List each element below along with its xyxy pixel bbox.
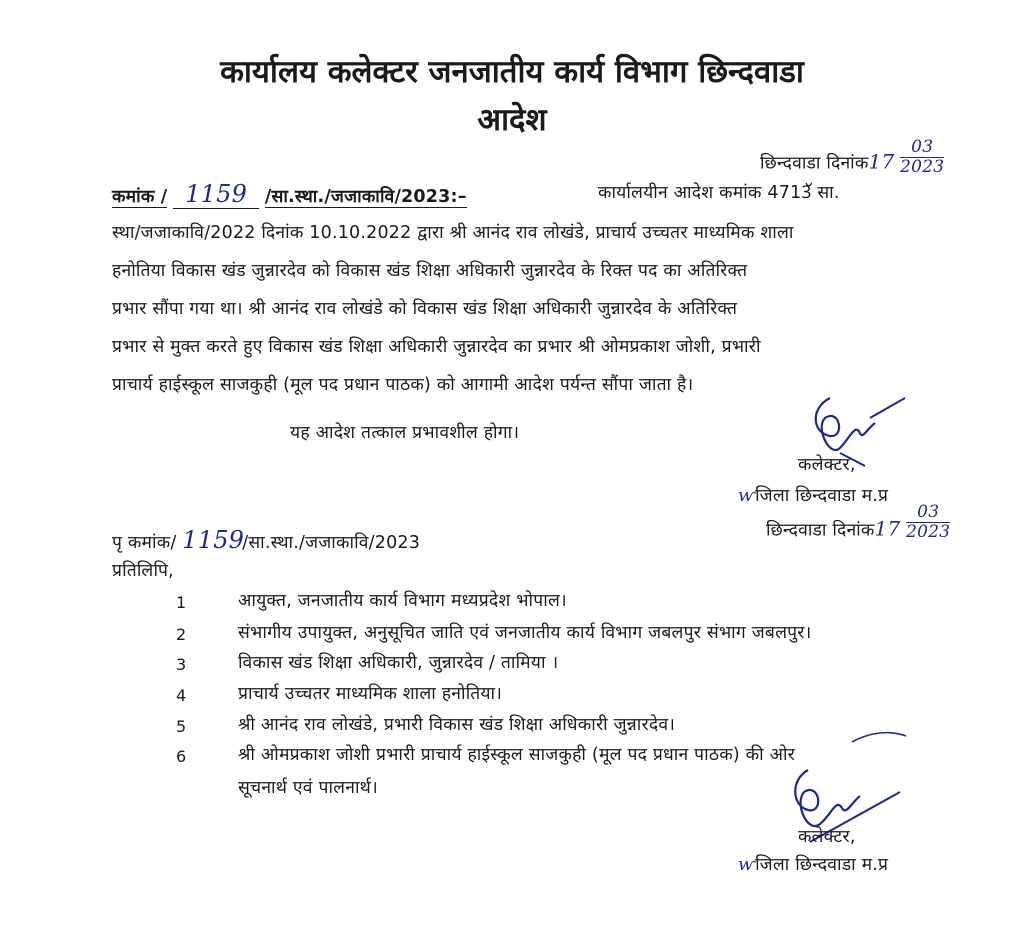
- initial-mark-2: ⱳ: [738, 854, 756, 875]
- top-date-year: 2023: [900, 157, 945, 177]
- signature-2-designation: कलेक्टर,: [798, 827, 856, 847]
- closing-line: सूचनार्थ एवं पालनार्थ।: [238, 778, 378, 798]
- signature-1-district-row: [738, 483, 888, 507]
- order-title: आदेश: [477, 102, 547, 138]
- pen-stroke: [850, 728, 910, 752]
- para-line-5: प्रभार से मुक्त करते हुए विकास खंड शिक्षा अधिकारी जुन्नारदेव का प्रभार श्री ओमप्रकाश जोशी, प्रभारी: [112, 337, 761, 357]
- signature-1-date: [766, 502, 951, 549]
- recipient-5-number: 5: [176, 717, 187, 736]
- recipient-3-number: 3: [176, 655, 187, 674]
- recipient-5-text: श्री आनंद राव लोखंडे, प्रभारी विकास खंड शिक्षा अधिकारी जुन्नारदेव।: [238, 715, 676, 735]
- recipient-4-text: प्राचार्य उच्चतर माध्यमिक शाला हनोतिया।: [238, 684, 503, 704]
- order-number-label: कमांक /: [112, 187, 168, 207]
- copy-label: प्रतिलिपि,: [112, 561, 174, 581]
- initial-mark-1: ⱳ: [738, 485, 756, 506]
- signature-1-date-label: छिन्दवाडा दिनांक: [766, 520, 875, 541]
- signature-1-date-year: 2023: [906, 522, 951, 542]
- signature-1-date-fraction: [906, 504, 950, 541]
- signature-1-district: जिला छिन्दवाडा म.प्र: [755, 486, 889, 506]
- recipient-3-text: विकास खंड शिक्षा अधिकारी, जुन्नारदेव / तामिया ।: [238, 653, 559, 673]
- recipient-4-number: 4: [176, 686, 187, 705]
- top-date: [760, 137, 945, 182]
- para-line-6: प्राचार्य हाईस्कूल साजकुही (मूल पद प्रधान पाठक) को आगामी आदेश पर्यन्त सौंपा जाता है।: [112, 375, 694, 395]
- endorsement-number-suffix: /सा.स्था./जजाकावि/2023: [242, 533, 421, 553]
- endorsement-number-line: [112, 526, 420, 554]
- para-line-3: हनोतिया विकास खंड जुन्नारदेव को विकास खंड शिक्षा अधिकारी जुन्नारदेव के रिक्त पद का अतिरिक्त: [112, 261, 748, 281]
- order-number-handwritten: 1159: [173, 180, 259, 209]
- endorsement-number-handwritten: 1159: [182, 526, 245, 554]
- endorsement-number-label: पृ कमांक/: [112, 533, 177, 553]
- recipient-1-text: आयुक्त, जनजातीय कार्य विभाग मध्यप्रदेश भोपाल।: [238, 591, 567, 611]
- recipient-6-text: श्री ओमप्रकाश जोशी प्रभारी प्राचार्य हाईस्कूल साजकुही (मूल पद प्रधान पाठक) की ओर: [238, 745, 796, 765]
- top-date-month: 03: [900, 139, 944, 158]
- order-number-line: [112, 180, 467, 209]
- top-date-fraction: [900, 139, 944, 176]
- recipient-2-number: 2: [176, 625, 187, 644]
- recipient-1-number: 1: [176, 593, 187, 612]
- top-date-day: 17: [868, 149, 895, 174]
- recipient-2-text: संभागीय उपायुक्त, अनुसूचित जाति एवं जनजातीय कार्य विभाग जबलपुर संभाग जबलपुर।: [238, 623, 812, 643]
- para-line-4: प्रभार सौंपा गया था। श्री आनंद राव लोखंडे को विकास खंड शिक्षा अधिकारी जुन्नारदेव के अतिरिक्त: [112, 299, 738, 319]
- signature-1-date-day: 17: [874, 516, 901, 541]
- signature-2-district: जिला छिन्दवाडा म.प्र: [755, 855, 889, 875]
- signature-2-district-row: [738, 852, 888, 876]
- office-title: कार्यालय कलेक्टर जनजातीय कार्य विभाग छिन्दवाडा: [220, 54, 804, 90]
- recipient-6-number: 6: [176, 747, 187, 766]
- effect-line: यह आदेश तत्काल प्रभावशील होगा।: [290, 423, 520, 443]
- top-date-label: छिन्दवाडा दिनांक: [760, 153, 869, 174]
- para-line-2: स्था/जजाकावि/2022 दिनांक 10.10.2022 द्वारा श्री आनंद राव लोखंडे, प्राचार्य उच्चतर माध्यमिक शाला: [112, 223, 794, 243]
- signature-1-designation: कलेक्टर,: [798, 455, 856, 475]
- order-number-suffix: /सा.स्था./जजाकावि/2023:–: [264, 187, 467, 207]
- signature-1-date-month: 03: [906, 504, 950, 523]
- para-line-1-tail: कार्यालयीन आदेश कमांक 4713ॅ सा.: [598, 183, 840, 203]
